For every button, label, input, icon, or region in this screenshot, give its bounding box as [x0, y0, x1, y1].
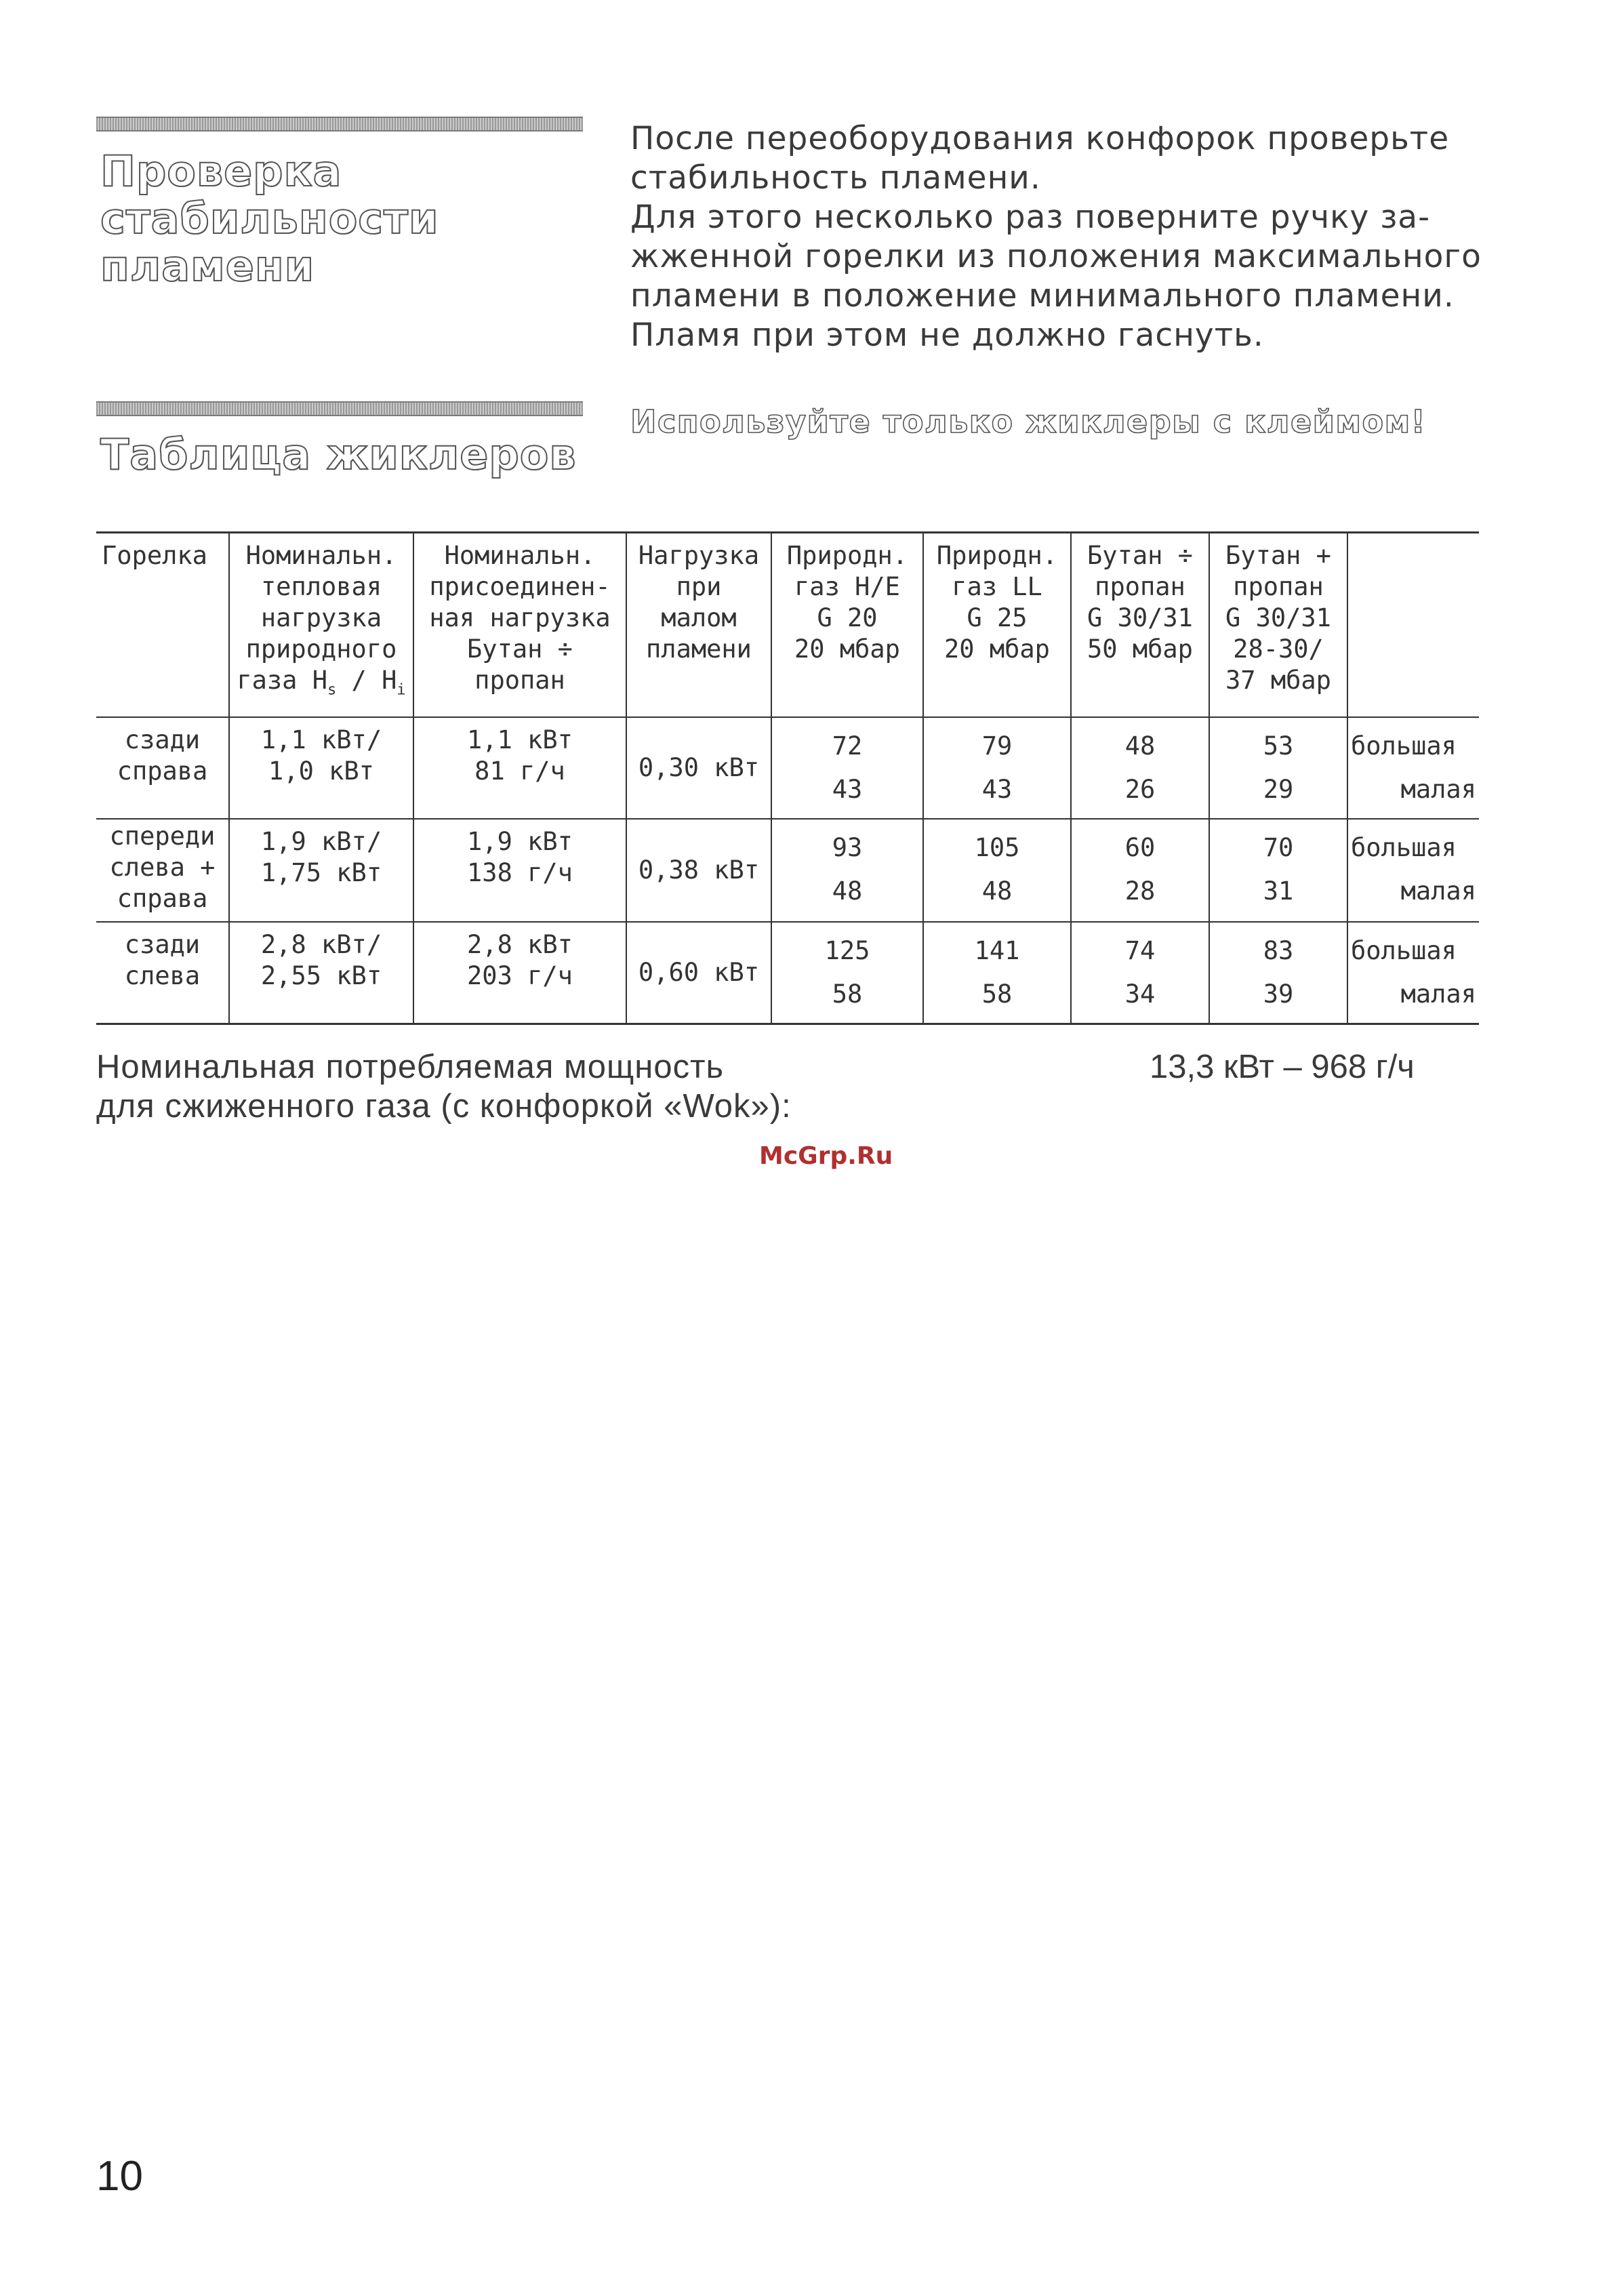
cell-g25: 141 58 — [923, 922, 1071, 1024]
col-header-natural-gas-ll: Природн. газ LL G 25 20 мбар — [923, 533, 1071, 718]
table-row — [96, 717, 1479, 819]
stamped-jets-notice: Используйте только жиклеры с клеймом! — [630, 403, 1427, 440]
cell-g20: 93 48 — [771, 819, 923, 922]
section-divider-jets — [96, 401, 583, 416]
cell-g30-28: 83 39 — [1209, 922, 1347, 1024]
col-header-burner: Горелка — [102, 541, 207, 570]
col-header-low-flame-load: Нагрузка при малом пламени — [626, 533, 771, 718]
page-number: 10 — [96, 2153, 143, 2200]
table-row — [96, 819, 1479, 922]
cell-g30-28: 70 31 — [1209, 819, 1347, 922]
cell-g25: 105 48 — [923, 819, 1071, 922]
table-row — [96, 922, 1479, 1024]
section-divider-flame — [96, 117, 583, 132]
heading-line: стабильности — [100, 194, 439, 243]
paragraph-line: стабильность пламени. — [630, 159, 1041, 197]
col-header-nominal-connected-load: Номинальн. присоединен- ная нагрузка Бутан ÷ пропан — [413, 533, 626, 718]
paragraph-line: жженной горелки из положения максимального — [630, 238, 1482, 275]
paragraph-line: Пламя при этом не должно гаснуть. — [630, 317, 1264, 354]
paragraph-line: После переоборудования конфорок проверьте — [630, 120, 1450, 157]
cell-low-flame-load: 0,30 кВт — [626, 717, 771, 819]
paragraph-line: Для этого несколько раз поверните ручку за- — [630, 199, 1431, 236]
cell-flame-size: большая малая — [1347, 922, 1479, 1024]
heading-flame-stability — [100, 148, 439, 290]
cell-flame-size: большая малая — [1347, 819, 1479, 922]
cell-flame-size: большая малая — [1347, 717, 1479, 819]
cell-connected-load: 1,1 кВт 81 г/ч — [413, 717, 626, 819]
heading-line: пламени — [100, 241, 315, 291]
cell-g30-50: 60 28 — [1071, 819, 1209, 922]
cell-g30-50: 48 26 — [1071, 717, 1209, 819]
cell-heat-load: 1,1 кВт/ 1,0 кВт — [229, 717, 413, 819]
cell-low-flame-load: 0,38 кВт — [626, 819, 771, 922]
cell-burner: сзади справа — [117, 725, 208, 786]
watermark: McGrp.Ru — [759, 1142, 893, 1170]
cell-heat-load: 1,9 кВт/ 1,75 кВт — [229, 819, 413, 922]
paragraph-line: пламени в положение минимального пламени. — [630, 277, 1455, 315]
cell-g25: 79 43 — [923, 717, 1071, 819]
col-header-natural-gas-he: Природн. газ Н/Е G 20 20 мбар — [771, 533, 923, 718]
cell-g20: 72 43 — [771, 717, 923, 819]
jet-table — [96, 531, 1479, 1025]
heading-jet-table — [100, 431, 577, 479]
heading-line: Проверка — [100, 146, 342, 196]
cell-heat-load: 2,8 кВт/ 2,55 кВт — [229, 922, 413, 1024]
col-header-nominal-heat-load: Номинальн. тепловая нагрузка природного газа $H_s / H_i$ — [229, 533, 413, 718]
cell-connected-load: 1,9 кВт 138 г/ч — [413, 819, 626, 922]
flame-stability-instructions — [630, 119, 1482, 355]
col-header-butane-50mbar: Бутан ÷ пропан G 30/31 50 мбар — [1071, 533, 1209, 718]
cell-g30-28: 53 29 — [1209, 717, 1347, 819]
heading-line: Таблица жиклеров — [100, 430, 577, 479]
cell-low-flame-load: 0,60 кВт — [626, 922, 771, 1024]
col-header-flame-size — [1347, 533, 1479, 718]
cell-burner: сзади слева — [124, 930, 201, 990]
cell-connected-load: 2,8 кВт 203 г/ч — [413, 922, 626, 1024]
total-power-label: Номинальная потребляемая мощность для сжиженного газа (с конфоркой «Wok»): — [96, 1049, 792, 1125]
cell-burner: спереди слева + справа — [109, 822, 216, 913]
cell-g20: 125 58 — [771, 922, 923, 1024]
col-header-butane-28mbar: Бутан + пропан G 30/31 28-30/ 37 мбар — [1209, 533, 1347, 718]
table-header-row — [96, 533, 1479, 718]
total-power-value: 13,3 кВт – 968 г/ч — [1150, 1049, 1415, 1085]
cell-g30-50: 74 34 — [1071, 922, 1209, 1024]
